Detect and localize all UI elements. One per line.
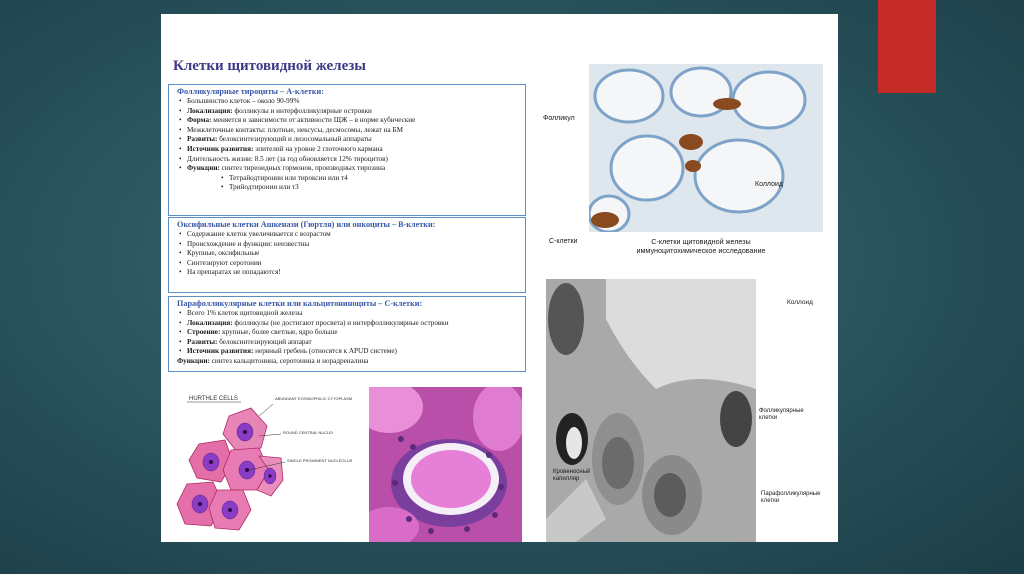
list-item: • Локализация: фолликулы и интерфолликулярные островки xyxy=(187,107,519,117)
box-a-header: Фолликулярные тироциты – А-клетки: xyxy=(177,87,324,96)
hurthle-note-3: SINGLE PROMINENT NUCLEOLUS xyxy=(287,458,353,463)
slide-page xyxy=(161,14,838,542)
hurthle-title: HURTHLE CELLS xyxy=(189,396,238,402)
hurthle-note-2: ROUND CENTRAL NUCLEI xyxy=(283,430,334,435)
ihc-image-svg xyxy=(589,64,823,232)
list-item: • Источник развития: нервный гребень (относятся к APUD системе) xyxy=(187,347,519,357)
ihc-figure xyxy=(589,64,823,232)
he-histology-photo xyxy=(369,387,522,542)
sub-list-item: • Тетрайодтиронин или тироксин или т4 xyxy=(187,174,519,184)
ihc-label-c-cells: С-клетки xyxy=(549,238,578,245)
box-b-header: Оксифильные клетки Ашкенази (Гюртля) или онкоциты – В-клетки: xyxy=(177,220,436,229)
hurthle-note-1: ABUNDANT EOSINOPHILIC CYTOPLASM xyxy=(275,396,353,401)
list-item: • Синтезируют серотонин xyxy=(187,259,519,269)
ihc-caption-line1: С-клетки щитовидной железы xyxy=(651,237,751,246)
list-item: • Локализация: фолликулы (не достигают просвета) и интерфолликулярные островки xyxy=(187,319,519,329)
slide-title: Клетки щитовидной железы xyxy=(173,58,366,74)
list-item: • Форма: меняется в зависимости от активности ЩЖ – в норме кубические xyxy=(187,116,519,126)
electron-micrograph xyxy=(546,279,756,542)
box-c-header: Парафолликулярные клетки или кальцитонинoциты – С-клетки: xyxy=(177,299,423,308)
red-accent-tab xyxy=(878,0,936,93)
sub-list-item: • Трийодтиронин или т3 xyxy=(187,183,519,193)
ihc-label-colloid: Коллоид xyxy=(755,181,783,188)
hurthle-drawing-svg xyxy=(169,386,365,542)
box-oxyphilic-cells xyxy=(168,217,526,293)
list-item: • На препаратах не попадаются! xyxy=(187,268,519,278)
em-label-colloid: Коллоид xyxy=(787,299,813,306)
list-item: • Развиты: белоксинтезирующий и лизосомальный аппараты xyxy=(187,135,519,145)
list-item: • Содержание клеток увеличивается с возрастом xyxy=(187,230,519,240)
ihc-caption xyxy=(601,237,801,255)
list-item: • Источник развития: эпителий на уровне 2 глоточного кармана xyxy=(187,145,519,155)
em-label-parafollicular: Парафолликулярные клетки xyxy=(761,491,821,504)
list-item: • Длительность жизни: 8.5 лет (за год обновляется 12% тироцитов) xyxy=(187,155,519,165)
box-a-list xyxy=(177,97,519,193)
he-histology-svg xyxy=(369,387,522,542)
list-item: • Межклеточные контакты: плотные, нексусы, десмосомы, лежат на БМ xyxy=(187,126,519,136)
list-item: Функции: синтез кальцитонина, серотонина и норадреналина xyxy=(177,356,369,365)
list-item: • Крупные, оксифильные xyxy=(187,249,519,259)
hurthle-cells-drawing xyxy=(169,386,365,542)
box-follicular-thyrocytes xyxy=(168,84,526,216)
list-item: • Строение: крупные, более светлые, ядро больше xyxy=(187,328,519,338)
ihc-caption-line2: иммуноцитохимическое исследование xyxy=(636,246,766,255)
em-label-follicular: Фолликулярные клетки xyxy=(759,408,804,421)
list-item: • Большинство клеток – около 90-99% xyxy=(187,97,519,107)
list-item: • Всего 1% клеток щитовидной железы xyxy=(187,309,519,319)
list-item: • Развиты: белоксинтезирующий аппарат xyxy=(187,338,519,348)
list-item: • Происхождение и функции: неизвестны xyxy=(187,240,519,250)
box-c-list xyxy=(177,309,519,367)
list-item: • Функции: синтез тиреоидных гормонов, производных тирозина xyxy=(187,164,519,174)
ihc-label-follicle: Фолликул xyxy=(543,115,575,122)
box-parafollicular-cells xyxy=(168,296,526,372)
em-image-svg xyxy=(546,279,756,542)
em-label-capillary: Кровеносный капилляр xyxy=(553,469,591,482)
box-b-list xyxy=(177,230,519,278)
